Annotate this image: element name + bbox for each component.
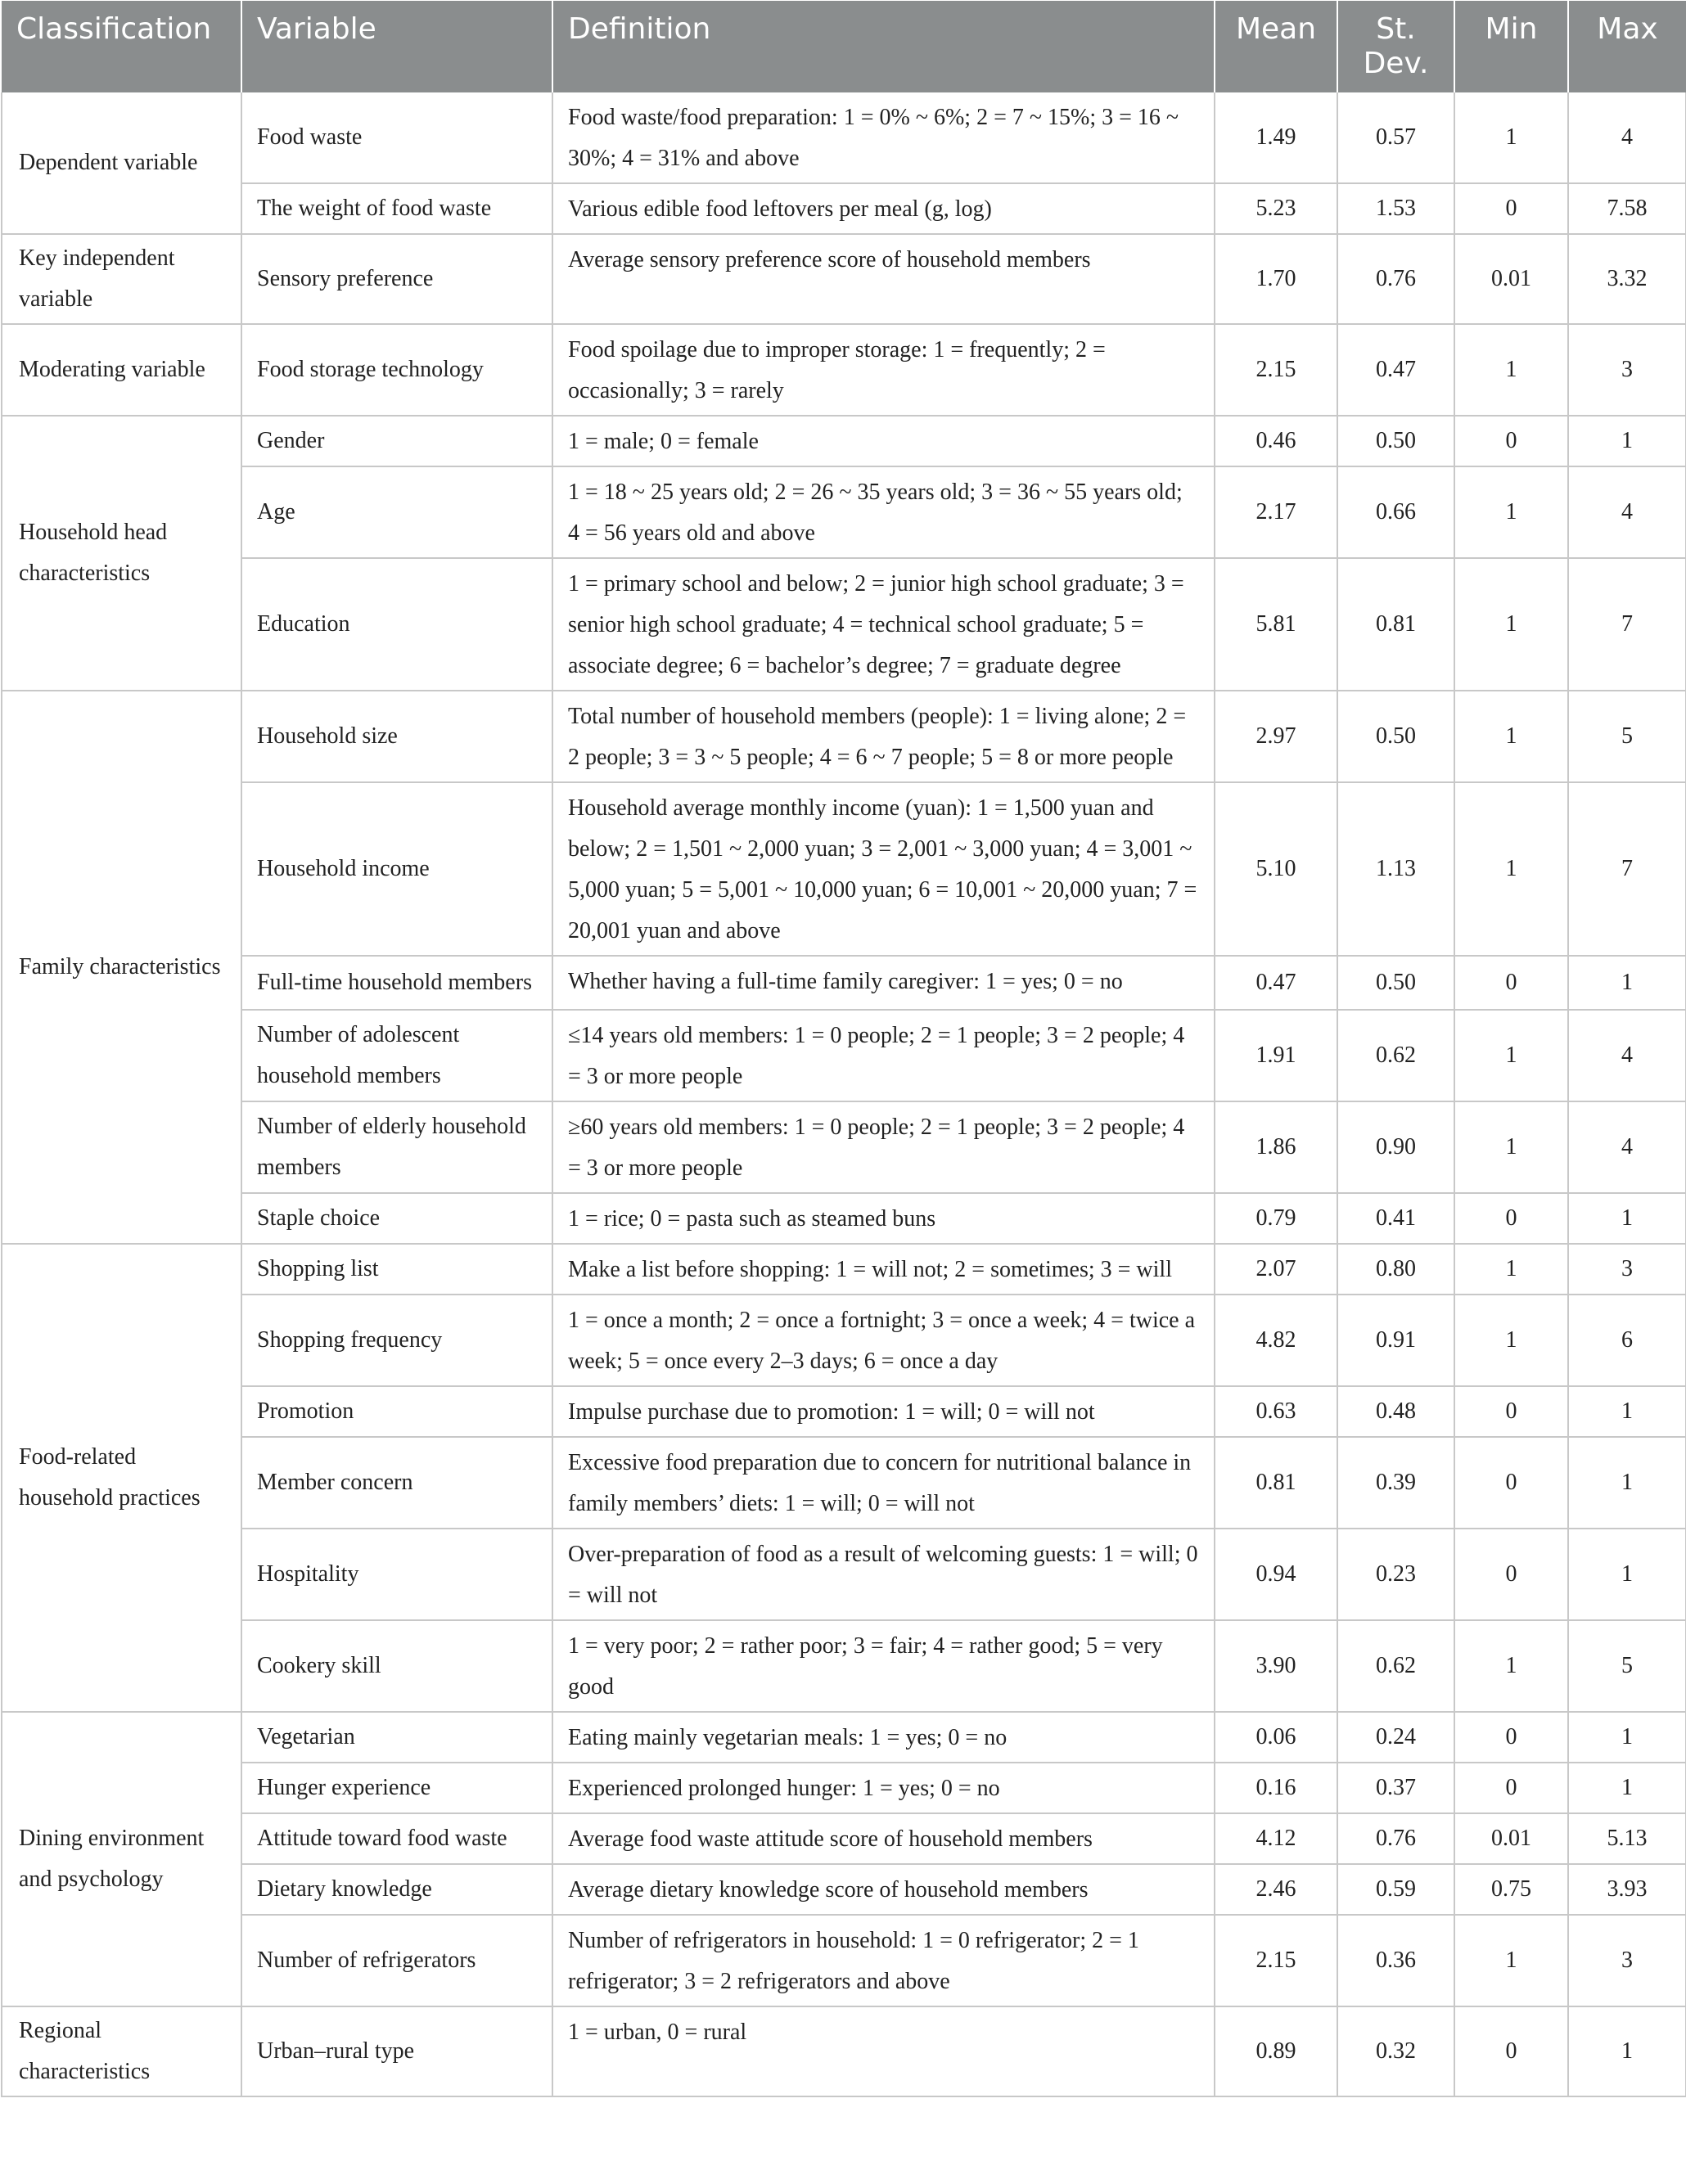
max-cell: 4: [1568, 466, 1686, 558]
definition-cell: 1 = rice; 0 = pasta such as steamed buns: [552, 1193, 1215, 1244]
min-cell: 1: [1454, 324, 1568, 416]
min-cell: 1: [1454, 1295, 1568, 1386]
st-dev-cell: 0.62: [1337, 1620, 1454, 1712]
header-st-dev: St. Dev.: [1337, 1, 1454, 92]
mean-cell: 2.15: [1215, 1915, 1337, 2006]
definition-cell: Average food waste attitude score of household members: [552, 1813, 1215, 1864]
st-dev-cell: 0.59: [1337, 1864, 1454, 1915]
table-row: [2, 782, 1686, 956]
mean-cell: 1.91: [1215, 1010, 1337, 1101]
header-max: Max: [1568, 1, 1686, 92]
min-cell: 0: [1454, 1193, 1568, 1244]
definition-cell: 1 = once a month; 2 = once a fortnight; 3 = once a week; 4 = twice a week; 5 = once every 2–3 days; 6 = once a day: [552, 1295, 1215, 1386]
table-row: [2, 691, 1686, 782]
st-dev-cell: 0.41: [1337, 1193, 1454, 1244]
st-dev-cell: 0.80: [1337, 1244, 1454, 1295]
variable-cell: Number of refrigerators: [241, 1915, 552, 2006]
mean-cell: 0.89: [1215, 2006, 1337, 2096]
variable-cell: Food storage technology: [241, 324, 552, 416]
definition-cell: 1 = primary school and below; 2 = junior high school graduate; 3 = senior high school graduate; 4 = technical school graduate; 5 = associate degree; 6 = bachelor’s degree; 7 = graduate degree: [552, 558, 1215, 691]
min-cell: 0: [1454, 1529, 1568, 1620]
st-dev-cell: 0.47: [1337, 324, 1454, 416]
mean-cell: 0.81: [1215, 1437, 1337, 1529]
max-cell: 3.32: [1568, 234, 1686, 324]
min-cell: 0: [1454, 1386, 1568, 1437]
definition-cell: Household average monthly income (yuan): 1 = 1,500 yuan and below; 2 = 1,501 ~ 2,000 yuan; 3 = 2,001 ~ 3,000 yuan; 4 = 3,001 ~ 5,000 yuan; 5 = 5,001 ~ 10,000 yuan; 6 = 10,001 ~ 20,000 yuan; 7 = 20,001 yuan and above: [552, 782, 1215, 956]
table-row: [2, 1193, 1686, 1244]
table-row: [2, 1813, 1686, 1864]
definition-cell: 1 = urban, 0 = rural: [552, 2006, 1215, 2096]
definition-cell: Eating mainly vegetarian meals: 1 = yes; 0 = no: [552, 1712, 1215, 1763]
max-cell: 3: [1568, 1915, 1686, 2006]
max-cell: 3: [1568, 324, 1686, 416]
mean-cell: 4.82: [1215, 1295, 1337, 1386]
definition-cell: Over-preparation of food as a result of welcoming guests: 1 = will; 0 = will not: [552, 1529, 1215, 1620]
table-row: [2, 1712, 1686, 1763]
mean-cell: 2.07: [1215, 1244, 1337, 1295]
mean-cell: 0.79: [1215, 1193, 1337, 1244]
variable-cell: Member concern: [241, 1437, 552, 1529]
min-cell: 0: [1454, 956, 1568, 1010]
max-cell: 7: [1568, 782, 1686, 956]
definition-cell: 1 = very poor; 2 = rather poor; 3 = fair; 4 = rather good; 5 = very good: [552, 1620, 1215, 1712]
variable-cell: Vegetarian: [241, 1712, 552, 1763]
st-dev-cell: 0.24: [1337, 1712, 1454, 1763]
mean-cell: 5.23: [1215, 183, 1337, 234]
classification-cell: Moderating variable: [2, 324, 241, 416]
st-dev-cell: 0.39: [1337, 1437, 1454, 1529]
mean-cell: 2.15: [1215, 324, 1337, 416]
max-cell: 5: [1568, 1620, 1686, 1712]
table-row: [2, 1386, 1686, 1437]
mean-cell: 0.94: [1215, 1529, 1337, 1620]
header-variable: Variable: [241, 1, 552, 92]
header-definition: Definition: [552, 1, 1215, 92]
classification-cell: Household head characteristics: [2, 416, 241, 691]
max-cell: 5.13: [1568, 1813, 1686, 1864]
min-cell: 1: [1454, 1244, 1568, 1295]
variable-cell: Food waste: [241, 92, 552, 183]
max-cell: 1: [1568, 1763, 1686, 1813]
max-cell: 5: [1568, 691, 1686, 782]
variable-cell: Shopping list: [241, 1244, 552, 1295]
table-row: [2, 1244, 1686, 1295]
table-row: [2, 234, 1686, 324]
mean-cell: 5.81: [1215, 558, 1337, 691]
min-cell: 0: [1454, 1712, 1568, 1763]
table-row: [2, 466, 1686, 558]
table-row: [2, 416, 1686, 466]
min-cell: 1: [1454, 782, 1568, 956]
table-row: [2, 1620, 1686, 1712]
mean-cell: 0.47: [1215, 956, 1337, 1010]
max-cell: 3: [1568, 1244, 1686, 1295]
st-dev-cell: 1.53: [1337, 183, 1454, 234]
st-dev-cell: 0.76: [1337, 234, 1454, 324]
descriptive-statistics-table: [1, 1, 1686, 2097]
header-classification: Classification: [2, 1, 241, 92]
header-row: [2, 1, 1686, 92]
min-cell: 0: [1454, 416, 1568, 466]
classification-cell: Key independent variable: [2, 234, 241, 324]
min-cell: 0.01: [1454, 234, 1568, 324]
st-dev-cell: 0.32: [1337, 2006, 1454, 2096]
header-mean: Mean: [1215, 1, 1337, 92]
mean-cell: 1.86: [1215, 1101, 1337, 1193]
max-cell: 1: [1568, 2006, 1686, 2096]
mean-cell: 2.97: [1215, 691, 1337, 782]
table-row: [2, 92, 1686, 183]
mean-cell: 2.46: [1215, 1864, 1337, 1915]
definition-cell: Food spoilage due to improper storage: 1 = frequently; 2 = occasionally; 3 = rarely: [552, 324, 1215, 416]
table-row: [2, 1101, 1686, 1193]
st-dev-cell: 0.90: [1337, 1101, 1454, 1193]
table-row: [2, 1915, 1686, 2006]
header-min: Min: [1454, 1, 1568, 92]
table-row: [2, 1010, 1686, 1101]
min-cell: 0: [1454, 1437, 1568, 1529]
definition-cell: Impulse purchase due to promotion: 1 = will; 0 = will not: [552, 1386, 1215, 1437]
min-cell: 0.01: [1454, 1813, 1568, 1864]
classification-cell: Dependent variable: [2, 92, 241, 234]
variable-cell: Urban–rural type: [241, 2006, 552, 2096]
mean-cell: 0.63: [1215, 1386, 1337, 1437]
mean-cell: 3.90: [1215, 1620, 1337, 1712]
mean-cell: 0.16: [1215, 1763, 1337, 1813]
mean-cell: 1.70: [1215, 234, 1337, 324]
st-dev-cell: 0.57: [1337, 92, 1454, 183]
variable-cell: Age: [241, 466, 552, 558]
mean-cell: 2.17: [1215, 466, 1337, 558]
st-dev-cell: 1.13: [1337, 782, 1454, 956]
definition-cell: 1 = 18 ~ 25 years old; 2 = 26 ~ 35 years old; 3 = 36 ~ 55 years old; 4 = 56 years old and above: [552, 466, 1215, 558]
variable-cell: Promotion: [241, 1386, 552, 1437]
table-row: [2, 183, 1686, 234]
variable-cell: Hospitality: [241, 1529, 552, 1620]
table-row: [2, 558, 1686, 691]
variable-cell: Shopping frequency: [241, 1295, 552, 1386]
st-dev-cell: 0.50: [1337, 956, 1454, 1010]
min-cell: 0: [1454, 2006, 1568, 2096]
max-cell: 1: [1568, 1529, 1686, 1620]
st-dev-cell: 0.23: [1337, 1529, 1454, 1620]
definition-cell: Various edible food leftovers per meal (g, log): [552, 183, 1215, 234]
variable-cell: Hunger experience: [241, 1763, 552, 1813]
classification-cell: Dining environment and psychology: [2, 1712, 241, 2006]
mean-cell: 4.12: [1215, 1813, 1337, 1864]
definition-cell: Average sensory preference score of household members: [552, 234, 1215, 324]
max-cell: 1: [1568, 1193, 1686, 1244]
definition-cell: Experienced prolonged hunger: 1 = yes; 0 = no: [552, 1763, 1215, 1813]
mean-cell: 0.06: [1215, 1712, 1337, 1763]
variable-cell: Dietary knowledge: [241, 1864, 552, 1915]
table-row: [2, 1864, 1686, 1915]
variable-cell: Number of adolescent household members: [241, 1010, 552, 1101]
max-cell: 4: [1568, 92, 1686, 183]
table-row: [2, 1295, 1686, 1386]
min-cell: 1: [1454, 1101, 1568, 1193]
min-cell: 1: [1454, 1010, 1568, 1101]
st-dev-cell: 0.50: [1337, 416, 1454, 466]
max-cell: 3.93: [1568, 1864, 1686, 1915]
min-cell: 1: [1454, 1915, 1568, 2006]
min-cell: 1: [1454, 92, 1568, 183]
st-dev-cell: 0.50: [1337, 691, 1454, 782]
variable-cell: Cookery skill: [241, 1620, 552, 1712]
variable-cell: Gender: [241, 416, 552, 466]
definition-cell: Total number of household members (people): 1 = living alone; 2 = 2 people; 3 = 3 ~ 5 people; 4 = 6 ~ 7 people; 5 = 8 or more people: [552, 691, 1215, 782]
table-row: [2, 1529, 1686, 1620]
max-cell: 7.58: [1568, 183, 1686, 234]
table-row: [2, 1763, 1686, 1813]
max-cell: 1: [1568, 1386, 1686, 1437]
variable-cell: Household size: [241, 691, 552, 782]
min-cell: 1: [1454, 466, 1568, 558]
definition-cell: Make a list before shopping: 1 = will not; 2 = sometimes; 3 = will: [552, 1244, 1215, 1295]
definition-cell: Number of refrigerators in household: 1 = 0 refrigerator; 2 = 1 refrigerator; 3 = 2 refrigerators and above: [552, 1915, 1215, 2006]
mean-cell: 1.49: [1215, 92, 1337, 183]
min-cell: 0: [1454, 183, 1568, 234]
min-cell: 0.75: [1454, 1864, 1568, 1915]
st-dev-cell: 0.76: [1337, 1813, 1454, 1864]
st-dev-cell: 0.91: [1337, 1295, 1454, 1386]
definition-cell: 1 = male; 0 = female: [552, 416, 1215, 466]
max-cell: 1: [1568, 956, 1686, 1010]
variable-cell: Number of elderly household members: [241, 1101, 552, 1193]
max-cell: 1: [1568, 416, 1686, 466]
definition-cell: ≤14 years old members: 1 = 0 people; 2 = 1 people; 3 = 2 people; 4 = 3 or more people: [552, 1010, 1215, 1101]
definition-cell: Average dietary knowledge score of household members: [552, 1864, 1215, 1915]
classification-cell: Food-related household practices: [2, 1244, 241, 1712]
st-dev-cell: 0.62: [1337, 1010, 1454, 1101]
variable-cell: Education: [241, 558, 552, 691]
st-dev-cell: 0.66: [1337, 466, 1454, 558]
min-cell: 0: [1454, 1763, 1568, 1813]
min-cell: 1: [1454, 1620, 1568, 1712]
st-dev-cell: 0.81: [1337, 558, 1454, 691]
table-row: [2, 324, 1686, 416]
definition-cell: ≥60 years old members: 1 = 0 people; 2 = 1 people; 3 = 2 people; 4 = 3 or more people: [552, 1101, 1215, 1193]
definition-cell: Excessive food preparation due to concern for nutritional balance in family members’ diets: 1 = will; 0 = will not: [552, 1437, 1215, 1529]
variable-cell: Household income: [241, 782, 552, 956]
definition-cell: Food waste/food preparation: 1 = 0% ~ 6%; 2 = 7 ~ 15%; 3 = 16 ~ 30%; 4 = 31% and above: [552, 92, 1215, 183]
definition-cell: Whether having a full-time family caregiver: 1 = yes; 0 = no: [552, 956, 1215, 1010]
classification-cell: Regional characteristics: [2, 2006, 241, 2096]
table-body: [2, 92, 1686, 2096]
max-cell: 7: [1568, 558, 1686, 691]
max-cell: 4: [1568, 1101, 1686, 1193]
min-cell: 1: [1454, 558, 1568, 691]
variable-cell: Staple choice: [241, 1193, 552, 1244]
max-cell: 6: [1568, 1295, 1686, 1386]
variable-cell: Full-time household members: [241, 956, 552, 1010]
table-row: [2, 2006, 1686, 2096]
variable-cell: Sensory preference: [241, 234, 552, 324]
classification-cell: Family characteristics: [2, 691, 241, 1244]
st-dev-cell: 0.48: [1337, 1386, 1454, 1437]
max-cell: 1: [1568, 1712, 1686, 1763]
mean-cell: 0.46: [1215, 416, 1337, 466]
variable-cell: The weight of food waste: [241, 183, 552, 234]
st-dev-cell: 0.36: [1337, 1915, 1454, 2006]
mean-cell: 5.10: [1215, 782, 1337, 956]
variable-cell: Attitude toward food waste: [241, 1813, 552, 1864]
st-dev-cell: 0.37: [1337, 1763, 1454, 1813]
max-cell: 1: [1568, 1437, 1686, 1529]
table-row: [2, 1437, 1686, 1529]
max-cell: 4: [1568, 1010, 1686, 1101]
table-row: [2, 956, 1686, 1010]
min-cell: 1: [1454, 691, 1568, 782]
